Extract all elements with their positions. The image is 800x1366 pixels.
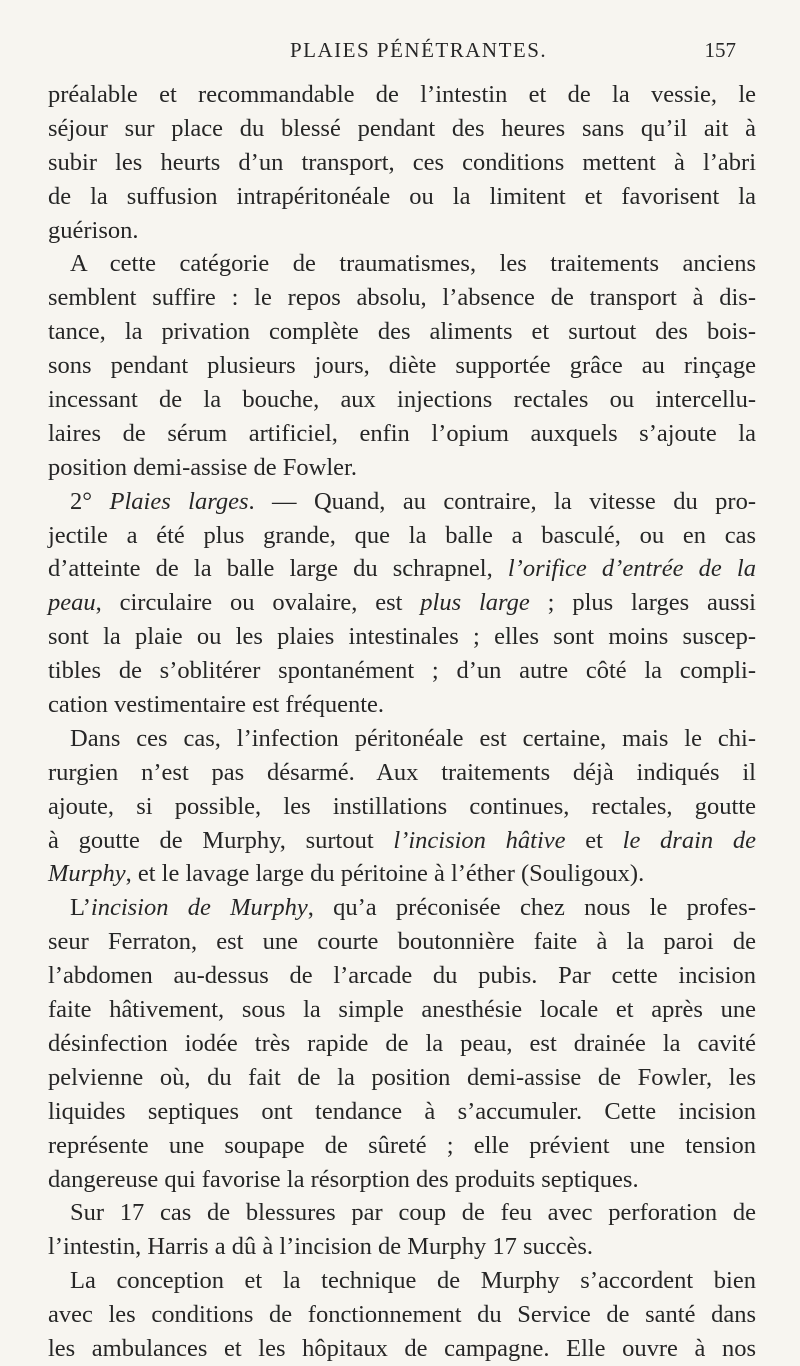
text-line — [48, 78, 756, 112]
text-run: La conception et la technique de Murphy s’accordent bien — [70, 1267, 756, 1295]
text-run: ajoute, si possible, les instillations continues, rectales, goutte — [48, 792, 756, 820]
text-run: Sur 17 cas de blessures par coup de feu avec perforation de — [70, 1199, 756, 1227]
text-line — [48, 417, 756, 451]
text-line — [48, 451, 756, 485]
text-line — [48, 586, 756, 620]
text-run: faite hâtivement, sous la simple anesthésie locale et après une — [48, 996, 756, 1024]
italic-text: peau — [48, 589, 96, 617]
text-run: tance, la privation complète des aliments et surtout des bois- — [48, 318, 756, 346]
text-line — [48, 993, 756, 1027]
text-line — [48, 281, 756, 315]
text-line — [48, 925, 756, 959]
text-run: seur Ferraton, est une courte boutonnière faite à la paroi de — [48, 928, 756, 956]
text-run: avec les conditions de fonctionnement du Service de santé dans — [48, 1301, 756, 1329]
text-line — [48, 180, 756, 214]
text-run: L’ — [70, 894, 91, 922]
body-text — [48, 78, 756, 1366]
text-line — [48, 1095, 756, 1129]
running-head: PLAIES PÉNÉTRANTES. — [290, 38, 548, 62]
text-run: dangereuse qui favorise la résorption des produits septiques. — [48, 1165, 639, 1193]
text-run: Dans ces cas, l’infection péritonéale est certaine, mais le chi- — [70, 724, 756, 752]
text-line — [48, 756, 756, 790]
text-run: pelvienne où, du fait de la position demi-assise de Fowler, les — [48, 1063, 756, 1091]
text-run: rurgien n’est pas désarmé. Aux traitements déjà indiqués il — [48, 758, 756, 786]
text-line — [48, 1264, 756, 1298]
text-run: jectile a été plus grande, que la balle a basculé, ou en cas — [48, 521, 756, 549]
text-line — [48, 1230, 756, 1264]
text-line — [48, 1129, 756, 1163]
text-line — [48, 1196, 756, 1230]
text-run: liquides septiques ont tendance à s’accumuler. Cette incision — [48, 1097, 756, 1125]
text-run: ; plus larges aussi — [529, 589, 756, 617]
text-line — [48, 519, 756, 553]
text-run: désinfection iodée très rapide de la peau, est drainée la cavité — [48, 1029, 756, 1057]
text-line — [48, 620, 756, 654]
text-line — [48, 824, 756, 858]
text-run: représente une soupape de sûreté ; elle prévient une tension — [48, 1131, 756, 1159]
text-line — [48, 214, 756, 248]
text-line — [48, 112, 756, 146]
text-line — [48, 485, 756, 519]
text-run: A cette catégorie de traumatismes, les traitements anciens — [70, 250, 756, 278]
text-run: séjour sur place du blessé pendant des heures sans qu’il ait à — [48, 114, 756, 142]
text-run: semblent suffire : le repos absolu, l’absence de transport à dis- — [48, 284, 756, 312]
text-line — [48, 315, 756, 349]
text-line — [48, 857, 756, 891]
text-line — [48, 247, 756, 281]
text-line — [48, 722, 756, 756]
text-line — [48, 891, 756, 925]
text-line — [48, 1027, 756, 1061]
text-run: l’intestin, Harris a dû à l’incision de Murphy 17 succès. — [48, 1233, 594, 1261]
text-line — [48, 1163, 756, 1197]
text-run: . — Quand, au contraire, la vitesse du pro- — [248, 487, 756, 515]
italic-text: l’incision hâtive — [393, 826, 566, 854]
text-line — [48, 790, 756, 824]
text-run: sont la plaie ou les plaies intestinales ; elles sont moins suscep- — [48, 623, 756, 651]
text-line — [48, 349, 756, 383]
text-run: incessant de la bouche, aux injections rectales ou intercellu- — [48, 386, 756, 414]
text-run: les ambulances et les hôpitaux de campagne. Elle ouvre à nos — [48, 1334, 756, 1362]
text-run: guérison. — [48, 216, 139, 244]
text-line — [48, 383, 756, 417]
italic-text: Murphy — [48, 860, 126, 888]
text-run: , circulaire ou ovalaire, est — [95, 589, 421, 617]
text-run: , qu’a préconisée chez nous le profes- — [307, 894, 756, 922]
italic-text: Plaies larges — [109, 487, 249, 515]
text-line — [48, 552, 756, 586]
text-run: 2° — [70, 487, 110, 515]
text-line — [48, 1061, 756, 1095]
text-run: l’abdomen au-dessus de l’arcade du pubis. Par cette incision — [48, 962, 756, 990]
italic-text: plus large — [420, 589, 530, 617]
text-line — [48, 688, 756, 722]
text-run: subir les heurts d’un transport, ces conditions mettent à l’abri — [48, 148, 756, 176]
text-line — [48, 146, 756, 180]
text-line — [48, 1298, 756, 1332]
text-run: et — [565, 826, 623, 854]
text-run: position demi-assise de Fowler. — [48, 453, 357, 481]
text-run: sons pendant plusieurs jours, diète supportée grâce au rinçage — [48, 352, 756, 380]
text-run: de la suffusion intrapéritonéale ou la limitent et favorisent la — [48, 182, 756, 210]
text-run: à goutte de Murphy, surtout — [48, 826, 394, 854]
text-run: cation vestimentaire est fréquente. — [48, 691, 385, 719]
italic-text: incision de Murphy — [90, 894, 308, 922]
text-run: tibles de s’oblitérer spontanément ; d’un autre côté la compli- — [48, 657, 756, 685]
text-line — [48, 1332, 756, 1366]
italic-text: le drain de — [622, 826, 756, 854]
italic-text: l’orifice d’entrée de la — [507, 555, 756, 583]
page-number: 157 — [704, 38, 736, 62]
text-run: laires de sérum artificiel, enfin l’opium auxquels s’ajoute la — [48, 419, 756, 447]
text-run: préalable et recommandable de l’intestin et de la vessie, le — [48, 81, 756, 108]
text-line — [48, 959, 756, 993]
text-line — [48, 654, 756, 688]
text-run: d’atteinte de la balle large du schrapnel, — [48, 555, 508, 583]
text-run: , et le lavage large du péritoine à l’éther (Souligoux). — [125, 860, 645, 888]
